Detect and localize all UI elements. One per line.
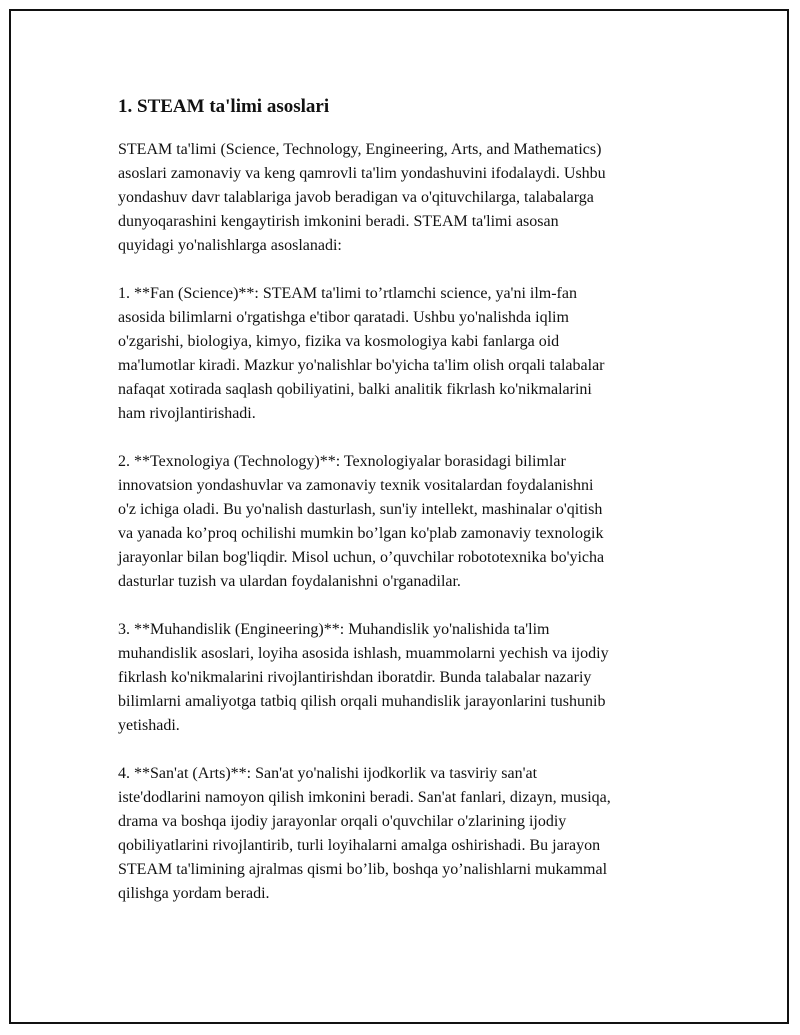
text-line: drama va boshqa ijodiy jarayonlar orqali o'quvchilar o'zlarining ijodiy bbox=[118, 813, 567, 830]
text-line: qobiliyatlarini rivojlantirib, turli loyihalarni amalga oshirishadi. Bu jarayon bbox=[118, 837, 601, 854]
engineering-paragraph bbox=[118, 618, 698, 738]
text-line: fikrlash ko'nikmalarini rivojlantirishdan iboratdir. Bunda talabalar nazariy bbox=[118, 669, 592, 686]
text-line: quyidagi yo'nalishlarga asoslanadi: bbox=[118, 237, 342, 254]
document-page bbox=[9, 9, 789, 1024]
technology-paragraph bbox=[118, 450, 698, 594]
text-line: ham rivojlantirishadi. bbox=[118, 405, 256, 422]
text-line: o'zgarishi, biologiya, kimyo, fizika va kosmologiya kabi fanlarga oid bbox=[118, 333, 560, 350]
text-line: asoslari zamonaviy va keng qamrovli ta'lim yondashuvini ifodalaydi. Ushbu bbox=[118, 165, 606, 182]
text-line: innovatsion yondashuvlar va zamonaviy texnik vositalardan foydalanishni bbox=[118, 477, 594, 494]
text-line: 2. **Texnologiya (Technology)**: Texnologiyalar borasidagi bilimlar bbox=[118, 453, 566, 470]
text-line: ma'lumotlar kiradi. Mazkur yo'nalishlar bo'yicha ta'lim olish orqali talabalar bbox=[118, 357, 605, 374]
text-line: o'z ichiga oladi. Bu yo'nalish dasturlash, sun'iy intellekt, mashinalar o'qitish bbox=[118, 501, 603, 518]
text-line: dunyoqarashini kengaytirish imkonini beradi. STEAM ta'limi asosan bbox=[118, 213, 559, 230]
text-line: yondashuv davr talablariga javob beradigan va o'qituvchilarga, talabalarga bbox=[118, 189, 594, 206]
text-line: iste'dodlarini namoyon qilish imkonini beradi. San'at fanlari, dizayn, musiqa, bbox=[118, 789, 611, 806]
text-line: nafaqat xotirada saqlash qobiliyatini, balki analitik fikrlash ko'nikmalarini bbox=[118, 381, 592, 398]
text-line: dasturlar tuzish va ulardan foydalanishni o'rganadilar. bbox=[118, 573, 461, 590]
text-line: jarayonlar bilan bog'liqdir. Misol uchun, o’quvchilar robototexnika bo'yicha bbox=[118, 549, 605, 566]
section-heading: 1. STEAM ta'limi asoslari bbox=[118, 96, 330, 117]
text-line: 4. **San'at (Arts)**: San'at yo'nalishi ijodkorlik va tasviriy san'at bbox=[118, 765, 538, 782]
text-line: STEAM ta'limi (Science, Technology, Engineering, Arts, and Mathematics) bbox=[118, 141, 602, 158]
text-line: muhandislik asoslari, loyiha asosida ishlash, muammolarni yechish va ijodiy bbox=[118, 645, 609, 662]
text-line: 3. **Muhandislik (Engineering)**: Muhandislik yo'nalishida ta'lim bbox=[118, 621, 550, 638]
intro-paragraph bbox=[118, 138, 698, 258]
text-line: qilishga yordam beradi. bbox=[118, 885, 270, 902]
science-paragraph bbox=[118, 282, 698, 426]
text-line: bilimlarni amaliyotga tatbiq qilish orqali muhandislik jarayonlarini tushunib bbox=[118, 693, 606, 710]
text-line: 1. **Fan (Science)**: STEAM ta'limi to’rtlamchi science, ya'ni ilm-fan bbox=[118, 285, 577, 302]
text-line: STEAM ta'limining ajralmas qismi bo’lib, boshqa yo’nalishlarni mukammal bbox=[118, 861, 608, 878]
text-line: asosida bilimlarni o'rgatishga e'tibor qaratadi. Ushbu yo'nalishda iqlim bbox=[118, 309, 569, 326]
arts-paragraph bbox=[118, 762, 698, 906]
text-line: va yanada ko’proq ochilishi mumkin bo’lgan ko'plab zamonaviy texnologik bbox=[118, 525, 604, 542]
document-body bbox=[118, 95, 698, 930]
text-line: yetishadi. bbox=[118, 717, 180, 734]
